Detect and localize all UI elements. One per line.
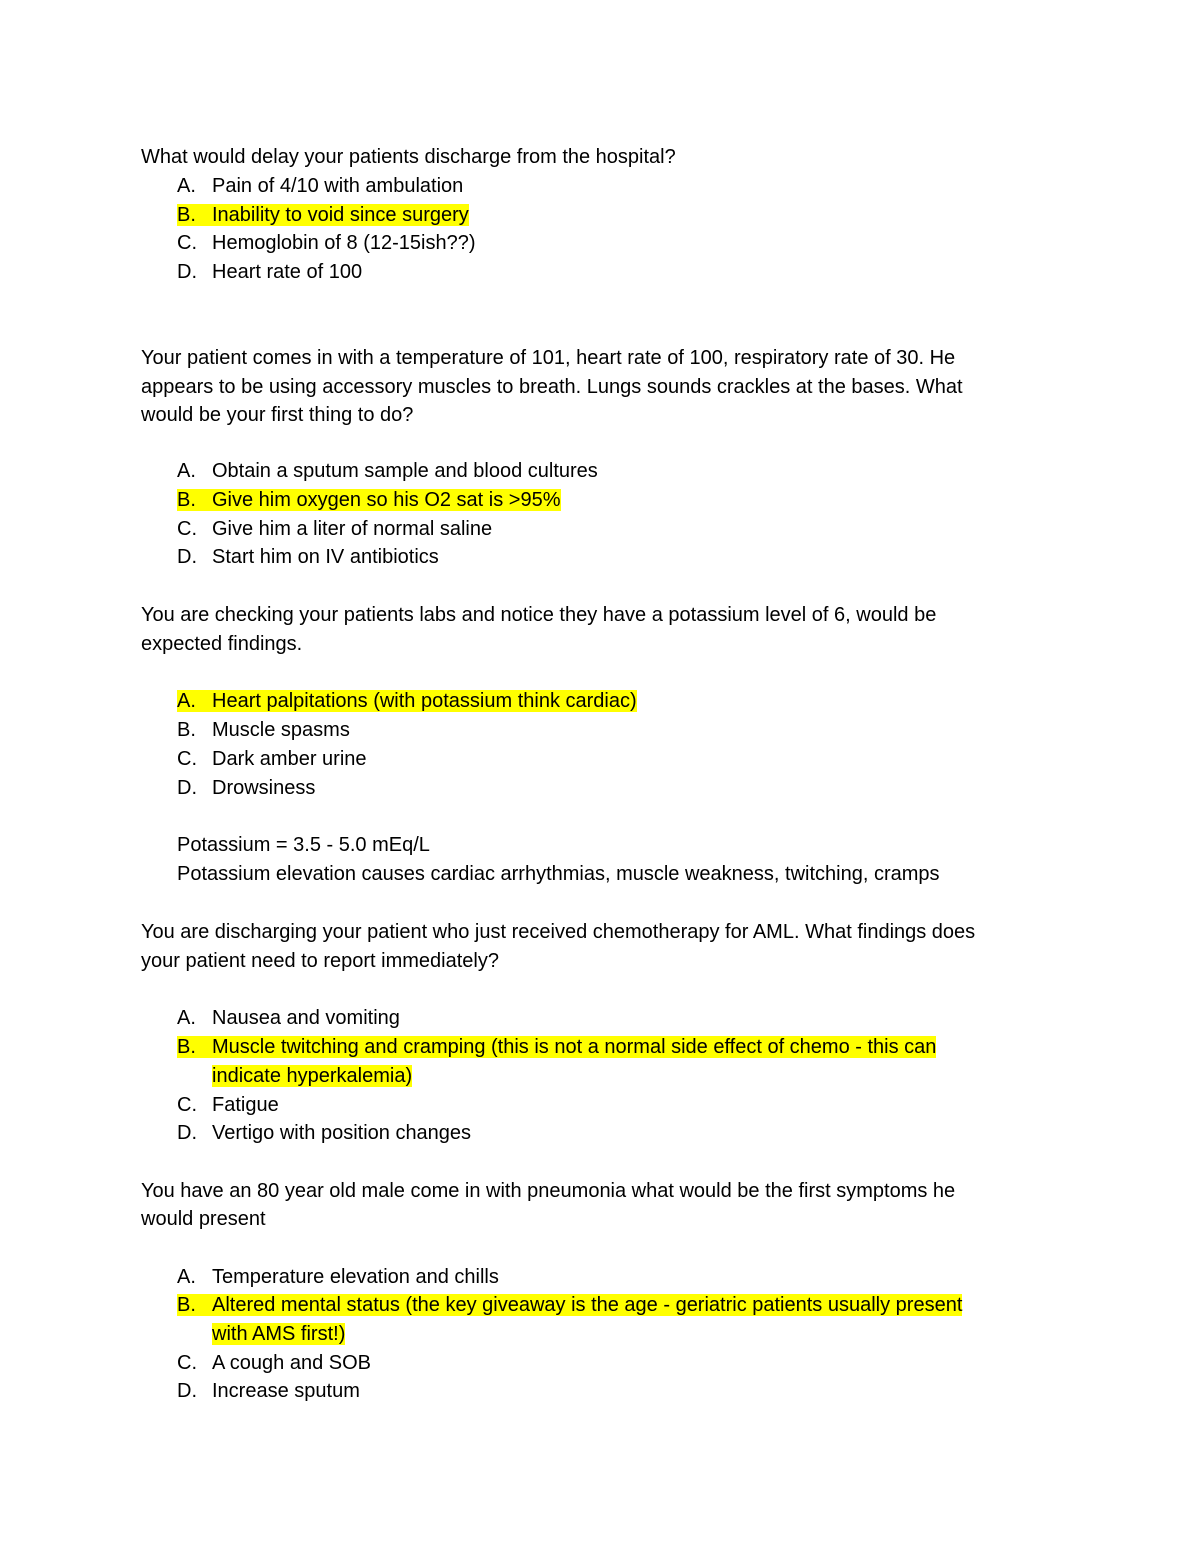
- option-text: Pain of 4/10 with ambulation: [212, 175, 464, 197]
- option-letter: C.: [177, 1094, 197, 1116]
- option-text: Hemoglobin of 8 (12-15ish??): [212, 232, 476, 254]
- option-letter: C.: [177, 1352, 197, 1374]
- option-text: Drowsiness: [212, 777, 316, 799]
- option-text: A cough and SOB: [212, 1352, 372, 1374]
- question-3-note-explanation: Potassium elevation causes cardiac arrhythmias, muscle weakness, twitching, cramps: [177, 863, 940, 885]
- question-2-option-d: [177, 544, 439, 570]
- option-text: Obtain a sputum sample and blood cultures: [212, 460, 598, 482]
- option-text: Altered mental status (the key giveaway is the age - geriatric patients usually present: [212, 1294, 963, 1316]
- question-4-option-c: [177, 1092, 279, 1118]
- option-text: Increase sputum: [212, 1380, 360, 1402]
- option-text-continued: with AMS first!): [212, 1323, 346, 1345]
- option-letter: C.: [177, 748, 197, 770]
- option-letter: D.: [177, 1122, 197, 1144]
- option-letter: C.: [177, 232, 197, 254]
- option-text: Fatigue: [212, 1094, 279, 1116]
- option-letter: A.: [177, 460, 196, 482]
- option-letter: C.: [177, 518, 197, 540]
- option-letter: B.: [177, 489, 196, 511]
- question-5-stem-line-2: would present: [141, 1208, 266, 1230]
- question-4-stem-line-2: your patient need to report immediately?: [141, 950, 499, 972]
- question-4-stem-line-1: You are discharging your patient who just received chemotherapy for AML. What findings does: [141, 921, 976, 943]
- question-2-stem-line-1: Your patient comes in with a temperature of 101, heart rate of 100, respiratory rate of 30. He: [141, 347, 956, 369]
- option-text-continued: indicate hyperkalemia): [212, 1065, 413, 1087]
- option-letter: A.: [177, 1266, 196, 1288]
- question-3-stem-line-2: expected findings.: [141, 633, 303, 655]
- question-2-option-a: [177, 458, 598, 484]
- question-3-option-a-answer: [177, 688, 637, 714]
- option-text: Temperature elevation and chills: [212, 1266, 499, 1288]
- question-1-option-b-answer: [177, 202, 469, 228]
- option-text: Nausea and vomiting: [212, 1007, 400, 1029]
- question-5-option-b-answer: [177, 1292, 962, 1318]
- question-3-stem-line-1: You are checking your patients labs and notice they have a potassium level of 6, would be: [141, 604, 937, 626]
- question-5-option-a: [177, 1264, 499, 1290]
- option-letter: B.: [177, 1294, 196, 1316]
- question-4-option-d: [177, 1120, 471, 1146]
- option-letter: A.: [177, 175, 196, 197]
- option-letter: A.: [177, 1007, 196, 1029]
- option-letter: D.: [177, 1380, 197, 1402]
- option-text: Vertigo with position changes: [212, 1122, 472, 1144]
- question-1-option-d: [177, 259, 362, 285]
- option-text: Give him oxygen so his O2 sat is >95%: [212, 489, 561, 511]
- question-5-option-b-continuation: [212, 1321, 345, 1347]
- option-letter: B.: [177, 204, 196, 226]
- option-text: Heart rate of 100: [212, 261, 363, 283]
- question-2-stem-line-2: appears to be using accessory muscles to breath. Lungs sounds crackles at the bases. What: [141, 376, 963, 398]
- option-text: Give him a liter of normal saline: [212, 518, 493, 540]
- option-text: Inability to void since surgery: [212, 204, 469, 226]
- question-3-option-c: [177, 746, 367, 772]
- question-1-option-a: [177, 173, 463, 199]
- question-3-note-range: Potassium = 3.5 - 5.0 mEq/L: [177, 834, 430, 856]
- question-1-option-c: [177, 230, 476, 256]
- question-5-option-c: [177, 1350, 371, 1376]
- question-2-stem-line-3: would be your first thing to do?: [141, 404, 414, 426]
- question-1-stem: What would delay your patients discharge from the hospital?: [141, 146, 676, 168]
- question-3-option-b: [177, 717, 350, 743]
- option-text: Heart palpitations (with potassium think cardiac): [212, 690, 637, 712]
- option-text: Muscle twitching and cramping (this is not a normal side effect of chemo - this can: [212, 1036, 937, 1058]
- question-5-stem-line-1: You have an 80 year old male come in with pneumonia what would be the first symptoms he: [141, 1180, 956, 1202]
- option-text: Dark amber urine: [212, 748, 367, 770]
- question-4-option-a: [177, 1005, 400, 1031]
- question-2-option-b-answer: [177, 487, 561, 513]
- question-2-option-c: [177, 516, 492, 542]
- option-letter: D.: [177, 546, 197, 568]
- option-letter: A.: [177, 690, 196, 712]
- option-text: Start him on IV antibiotics: [212, 546, 439, 568]
- question-3-option-d: [177, 775, 315, 801]
- option-letter: B.: [177, 719, 196, 741]
- question-5-option-d: [177, 1378, 360, 1404]
- option-letter: B.: [177, 1036, 196, 1058]
- option-letter: D.: [177, 261, 197, 283]
- option-text: Muscle spasms: [212, 719, 350, 741]
- question-4-option-b-continuation: [212, 1063, 412, 1089]
- option-letter: D.: [177, 777, 197, 799]
- question-4-option-b-answer: [177, 1034, 936, 1060]
